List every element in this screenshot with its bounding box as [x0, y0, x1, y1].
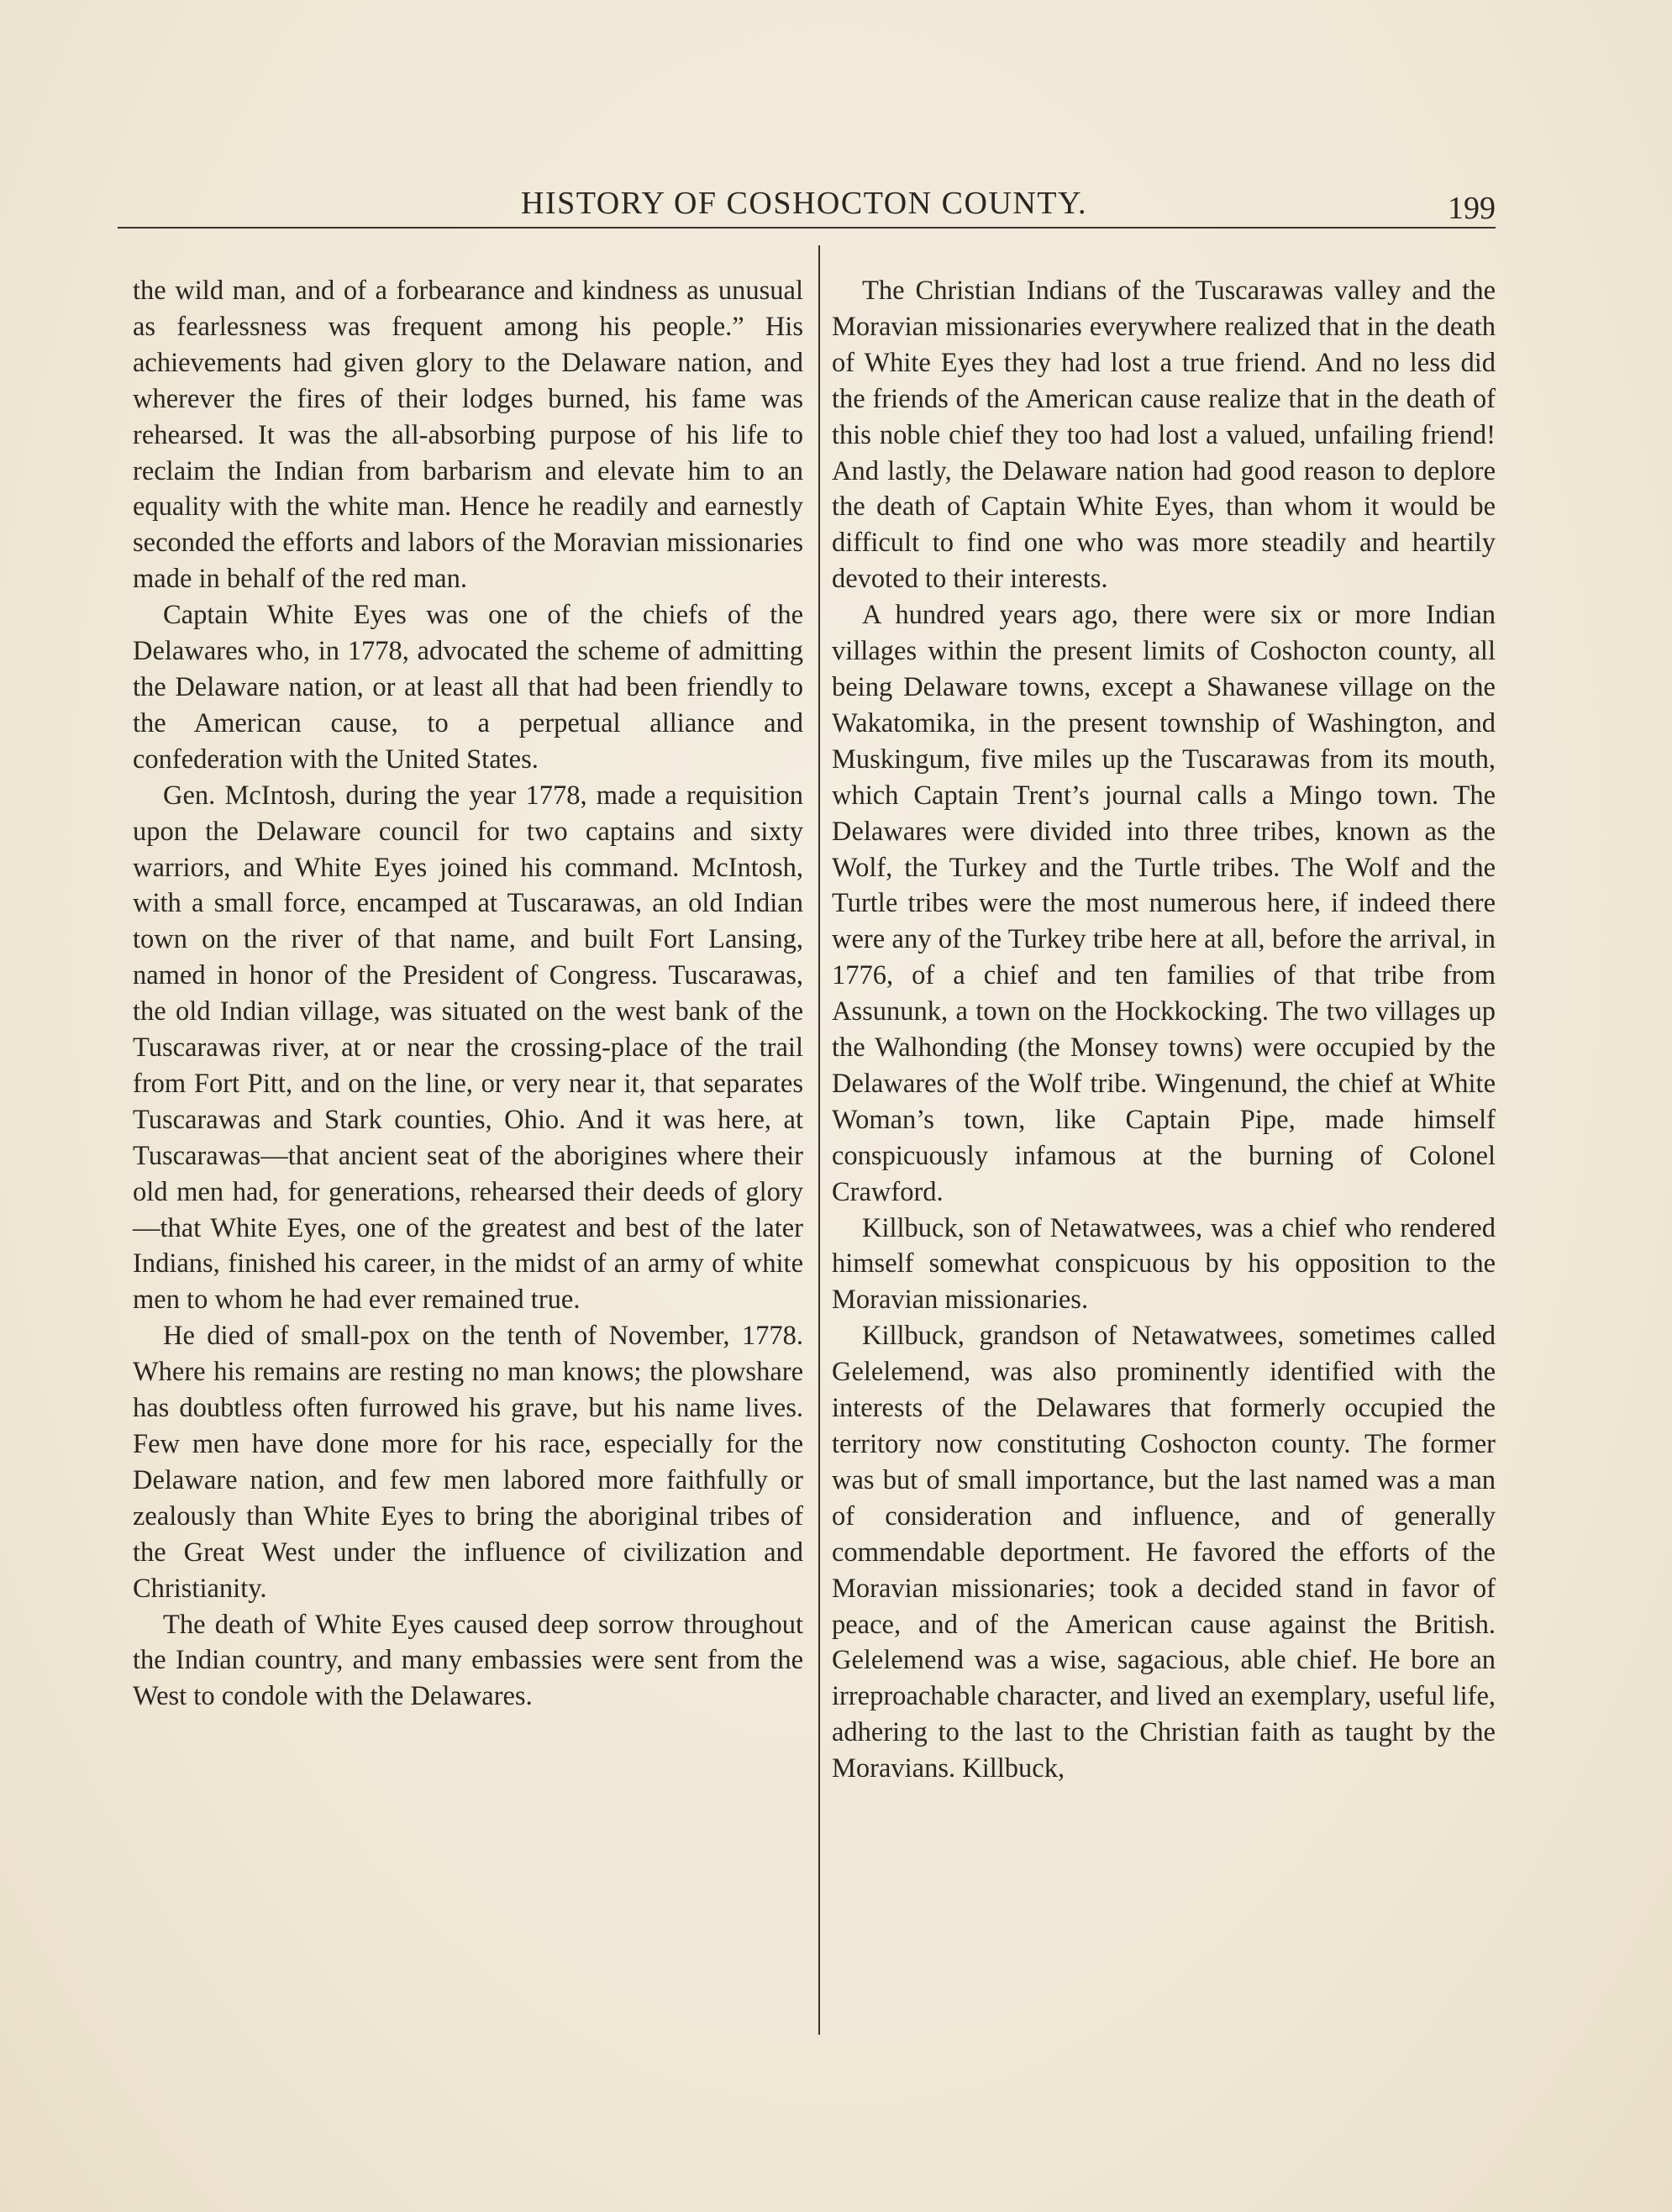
paragraph-left-5: The death of White Eyes caused deep sorrow throughout the Indian country, and many embassies were sent from the West to condole with the Delawares. [133, 1609, 803, 1712]
paragraph-left-3: Gen. McIntosh, during the year 1778, made a requisition upon the Delaware council for two captains and sixty warriors, and White Eyes joined his command. McIntosh, with a small force, encamped at Tuscarawas, an old Indian town on the river of that name, and built Fort Lansing, named in honor of the President of Congress. Tuscarawas, the old Indian village, was situated on the west bank of the Tuscarawas river, at or near the crossing-place of the trail from Fort Pitt, and on the line, or very near it, that separates Tuscarawas and Stark counties, Ohio. And it was here, at Tuscarawas—that ancient seat of the aborigines where their old men had, for generations, rehearsed their deeds of glory—that White Eyes, one of the greatest and best of the later Indians, finished his career, in the midst of an army of white men to whom he had ever remained true. [133, 780, 803, 1316]
paragraph-right-3: Killbuck, son of Netawatwees, was a chief who rendered himself somewhat conspicuous by his opposition to the Moravian missionaries. [832, 1212, 1496, 1316]
column-divider [818, 245, 820, 2035]
paragraph-right-4: Killbuck, grandson of Netawatwees, sometimes called Gelelemend, was also prominently identified with the interests of the Delawares that formerly occupied the territory now constituting Coshocton county. The former was but of small importance, but the last named was a man of consideration and influence, and of generally commendable deportment. He favored the efforts of the Moravian missionaries; took a decided stand in favor of peace, and of the American cause against the British. Gelelemend was a wise, sagacious, able chief. He bore an irreproachable character, and lived an exemplary, useful life, adhering to the last to the Christian faith as taught by the Moravians. Killbuck, [832, 1321, 1496, 1784]
paragraph-right-2: A hundred years ago, there were six or more Indian villages within the present limits of Coshocton county, all being Delaware towns, except a Shawanese village on the Wakatomika, in the present township of Washington, and Muskingum, five miles up the Tuscarawas from its mouth, which Captain Trent’s journal calls a Mingo town. The Delawares were divided into three tribes, known as the Wolf, the Turkey and the Turtle tribes. The Wolf and the Turtle tribes were the most numerous here, if indeed there were any of the Turkey tribe here at all, before the arrival, in 1776, of a chief and ten families of that tribe from Assununk, a town on the Hockkocking. The two villages up the Walhonding (the Monsey towns) were occupied by the Delawares of the Wolf tribe. Wingenund, the chief at White Woman’s town, like Captain Pipe, made himself conspicuously infamous at the burning of Colonel Crawford. [832, 600, 1496, 1207]
page-number: 199 [1448, 191, 1496, 226]
paragraph-left-1: the wild man, and of a forbearance and kindness as unusual as fearlessness was frequent among his people.” His achievements had given glory to the Delaware nation, and wherever the fires of their lodges burned, his fame was rehearsed. It was the all-absorbing purpose of his life to reclaim the Indian from barbarism and elevate him to an equality with the white man. Hence he readily and earnestly seconded the efforts and labors of the Moravian missionaries made in behalf of the red man. [133, 276, 803, 595]
paragraph-left-4: He died of small-pox on the tenth of November, 1778. Where his remains are resting no man knows; the plowshare has doubtless often furrowed his grave, but his name lives. Few men have done more for his race, especially for the Delaware nation, and few men labored more faithfully or zealously than White Eyes to bring the aboriginal tribes of the Great West under the influence of civilization and Christianity. [133, 1321, 803, 1604]
running-title: HISTORY OF COSHOCTON COUNTY. [521, 186, 1088, 221]
paragraph-right-1: The Christian Indians of the Tuscarawas valley and the Moravian missionaries everywhere realized that in the death of White Eyes they had lost a true friend. And no less did the friends of the American cause realize that in the death of this noble chief they too had lost a valued, unfailing friend! And lastly, the Delaware nation had good reason to deplore the death of Captain White Eyes, than whom it would be difficult to find one who was more steadily and heartily devoted to their interests. [832, 276, 1496, 595]
right-column [832, 273, 1496, 1787]
left-column [133, 273, 803, 1715]
page-header [118, 180, 1496, 230]
paragraph-left-2: Captain White Eyes was one of the chiefs of the Delawares who, in 1778, advocated the scheme of admitting the Delaware nation, or at least all that had been friendly to the American cause, to a perpetual alliance and confederation with the United States. [133, 600, 803, 775]
header-rule [118, 227, 1496, 229]
